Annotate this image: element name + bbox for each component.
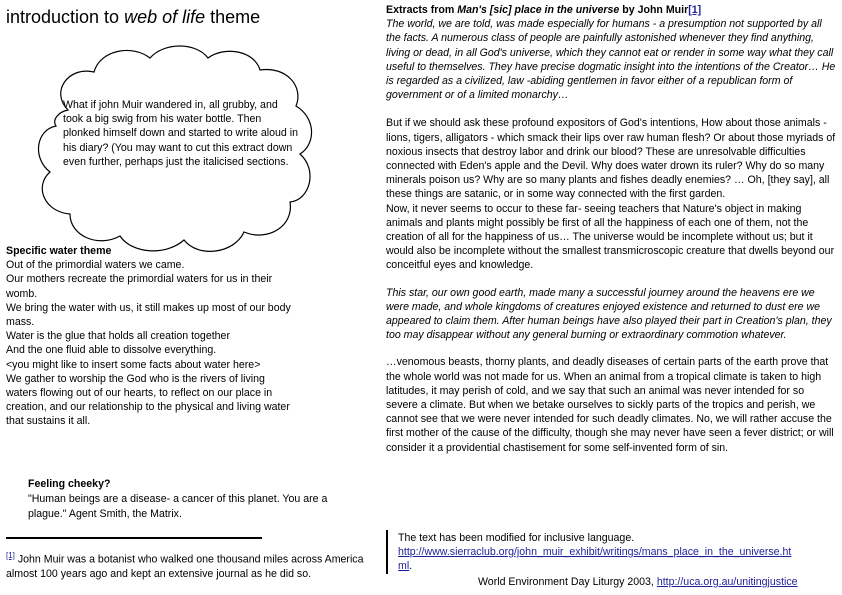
footnote-divider (6, 537, 262, 539)
water-theme-line: We bring the water with us, it still makes up most of our body mass. (6, 301, 291, 329)
credit-text: World Environment Day Liturgy 2003, (478, 576, 657, 588)
extract-title-prefix: Extracts from (386, 4, 458, 16)
cloud-text: What if john Muir wandered in, all grubby, and took a big swig from his water bottle. Then plonked himself down and started to write aloud in his diary? (You may want to cut this extract down even further, perhaps just the italicised sections. (63, 99, 298, 168)
page-title (6, 7, 260, 28)
water-theme-line: <you might like to insert some facts about water here> (6, 358, 261, 371)
extract-title (386, 3, 838, 17)
title-emphasis: web of life (124, 7, 206, 27)
water-theme-line: We gather to worship the God who is the rivers of living waters flowing out of our hearts, to reflect on our place in creation, and our relationship to the physical and living water that sustains it all. (6, 372, 290, 428)
title-suffix: theme (205, 7, 261, 27)
extract-column (386, 3, 838, 455)
modification-link-suffix: . (409, 560, 413, 572)
extract-paragraph-2a: But if we should ask these profound expositors of God's intentions, How about those animals - lions, tigers, alligators - which smack their lips over raw human flesh? Or about those myriads of noxious insects that destroy labor and drink our blood? These are unresolvable difficulties connected with Eden's apple and the Devil. Why does water drown its ruler? Why do so many minerals poison us? Why are so many plants and fishes deadly enemies? … Oh, [they say], all these things are satanic, or in some way connected with the first garden. (386, 117, 836, 201)
footnote-ref-link[interactable]: [1] (688, 4, 702, 16)
cheeky-section (28, 477, 328, 522)
extract-paragraph-2b: Now, it never seems to occur to these far- seeing teachers that Nature's object in making animals and plants might possibly be first of all the happiness of each one of them, not the creation of all for the happiness of us… The universe would be incomplete without us; but it would also be incomplete without the smallest transmicroscopic creature that dwells beyond our conceitful eyes and knowledge. (386, 202, 835, 272)
water-theme-line: Our mothers recreate the primordial waters for us in their womb. (6, 273, 273, 300)
cheeky-quote: "Human beings are a disease- a cancer of this planet. You are a plague." Agent Smith, the Matrix. (28, 493, 328, 520)
unitingjustice-link[interactable]: http://uca.org.au/unitingjustice (656, 576, 798, 588)
footnote-text: John Muir was a botanist who walked one thousand miles across America almost 100 years ago and kept an extensive journal as he did so. (6, 553, 364, 580)
water-theme-line: Water is the glue that holds all creation together (6, 330, 230, 343)
water-theme-line: Out of the primordial waters we came. (6, 259, 185, 272)
extract-paragraph-4: …venomous beasts, thorny plants, and deadly diseases of certain parts of the earth prove that the whole world was not made for us. When an animal from a tropical climate is taken to high latitudes, it may perish of cold, and we say that such an animal was never intended for so severe a climate. But when we betake ourselves to sickly parts of the tropics and perish, we cannot see that we were never intended for such deadly climates. No, we will rather accuse the first mother of the cause of the difficulty, though she may never have seen a fever district; or will consider it a providential chastisement for some self-invented form of sin. (386, 356, 834, 454)
extract-title-suffix: by John Muir (619, 4, 689, 16)
title-prefix: introduction to (6, 7, 125, 27)
credit-line (478, 576, 798, 588)
modification-text: The text has been modified for inclusive language. (398, 532, 635, 544)
extract-paragraph-3: This star, our own good earth, made many a successful journey around the heavens ere we were made, and whole kingdoms of creatures enjoyed existence and returned to dust ere we appeared to claim them. After human beings have also played their part in Creation's plan, they too may disappear without any general burning or extraordinary commotion whatever. (386, 286, 832, 342)
sierraclub-link[interactable]: http://www.sierraclub.org/john_muir_exhibit/writings/mans_place_in_the_universe.html (398, 546, 792, 572)
extract-intro: The world, we are told, was made especially for humans - a presumption not supported by all the facts. A numerous class of people are painfully astonished whenever they find anything, living or dead, in all God's universe, which they cannot eat or render in some way what they call useful to themselves. They have precise dogmatic insight into the intentions of the Creator… He is regarded as a civilized, law -abiding gentlemen in favor either of a republican form of government or of a limited monarchy… (386, 18, 836, 102)
water-theme-heading: Specific water theme (6, 245, 112, 257)
footnote-marker[interactable]: [1] (6, 551, 15, 560)
modification-link-row (398, 545, 798, 573)
note-bracket (386, 530, 388, 574)
cheeky-heading: Feeling cheeky? (28, 478, 111, 490)
water-theme-section (6, 244, 296, 429)
water-theme-line: And the one fluid able to dissolve everything. (6, 344, 217, 357)
modification-note (398, 531, 798, 573)
footnote (6, 549, 372, 581)
extract-title-italic: Man's [sic] place in the universe (457, 4, 620, 16)
